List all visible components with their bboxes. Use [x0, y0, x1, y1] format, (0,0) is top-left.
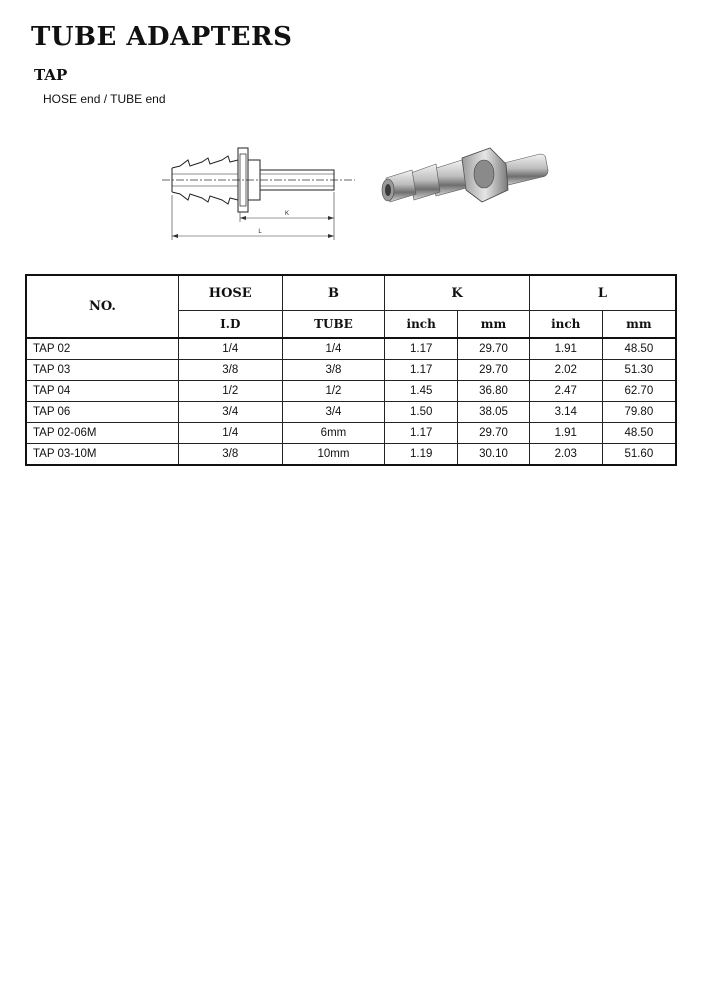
column-header-hose: HOSE — [178, 275, 282, 311]
column-header-k: K — [385, 275, 530, 311]
subheader-hose-id: I.D — [178, 311, 282, 339]
cell-k-mm: 29.70 — [458, 338, 530, 360]
table-row — [26, 444, 676, 466]
cell-hose-id: 1/4 — [178, 338, 282, 360]
cell-l-inch: 1.91 — [529, 423, 602, 444]
cell-k-mm: 36.80 — [458, 381, 530, 402]
table-row — [26, 381, 676, 402]
subheader-l-mm: mm — [602, 311, 676, 339]
cell-hose-id: 3/4 — [178, 402, 282, 423]
cell-l-mm: 79.80 — [602, 402, 676, 423]
cell-tube: 1/4 — [282, 338, 385, 360]
cell-k-mm: 30.10 — [458, 444, 530, 466]
cell-hose-id: 1/2 — [178, 381, 282, 402]
cell-tube: 6mm — [282, 423, 385, 444]
cell-k-inch: 1.17 — [385, 423, 458, 444]
cell-k-inch: 1.19 — [385, 444, 458, 466]
dimension-l-label: L — [258, 229, 262, 235]
cell-k-inch: 1.45 — [385, 381, 458, 402]
cell-hose-id: 1/4 — [178, 423, 282, 444]
table-row — [26, 360, 676, 381]
cell-tube: 10mm — [282, 444, 385, 466]
dimension-k-label: K — [284, 211, 290, 217]
subheader-k-mm: mm — [458, 311, 530, 339]
cell-part-number: TAP 03 — [26, 360, 178, 381]
cell-l-inch: 2.03 — [529, 444, 602, 466]
cell-l-mm: 48.50 — [602, 338, 676, 360]
page-title: TUBE ADAPTERS — [31, 22, 293, 52]
cell-k-mm: 29.70 — [458, 360, 530, 381]
product-photo — [372, 140, 557, 215]
cell-l-mm: 51.60 — [602, 444, 676, 466]
cell-part-number: TAP 06 — [26, 402, 178, 423]
cell-hose-id: 3/8 — [178, 444, 282, 466]
cell-tube: 3/4 — [282, 402, 385, 423]
cell-l-mm: 48.50 — [602, 423, 676, 444]
table-row — [26, 338, 676, 360]
column-header-b: B — [282, 275, 385, 311]
cell-part-number: TAP 03-10M — [26, 444, 178, 466]
column-header-no: NO. — [26, 275, 178, 338]
cell-part-number: TAP 04 — [26, 381, 178, 402]
subheader-l-inch: inch — [529, 311, 602, 339]
cell-tube: 3/8 — [282, 360, 385, 381]
cell-tube: 1/2 — [282, 381, 385, 402]
cell-l-inch: 2.02 — [529, 360, 602, 381]
subheader-tube: TUBE — [282, 311, 385, 339]
cell-l-inch: 1.91 — [529, 338, 602, 360]
cell-l-mm: 62.70 — [602, 381, 676, 402]
cell-l-inch: 2.47 — [529, 381, 602, 402]
cell-l-mm: 51.30 — [602, 360, 676, 381]
cell-l-inch: 3.14 — [529, 402, 602, 423]
table-row — [26, 423, 676, 444]
product-code: TAP — [34, 66, 68, 84]
cell-hose-id: 3/8 — [178, 360, 282, 381]
cell-part-number: TAP 02 — [26, 338, 178, 360]
cell-part-number: TAP 02-06M — [26, 423, 178, 444]
product-description: HOSE end / TUBE end — [43, 92, 166, 106]
column-header-l: L — [529, 275, 676, 311]
cell-k-mm: 29.70 — [458, 423, 530, 444]
specification-table — [25, 274, 677, 466]
technical-drawing — [160, 140, 360, 245]
cell-k-mm: 38.05 — [458, 402, 530, 423]
cell-k-inch: 1.50 — [385, 402, 458, 423]
table-row — [26, 402, 676, 423]
cell-k-inch: 1.17 — [385, 360, 458, 381]
subheader-k-inch: inch — [385, 311, 458, 339]
cell-k-inch: 1.17 — [385, 338, 458, 360]
